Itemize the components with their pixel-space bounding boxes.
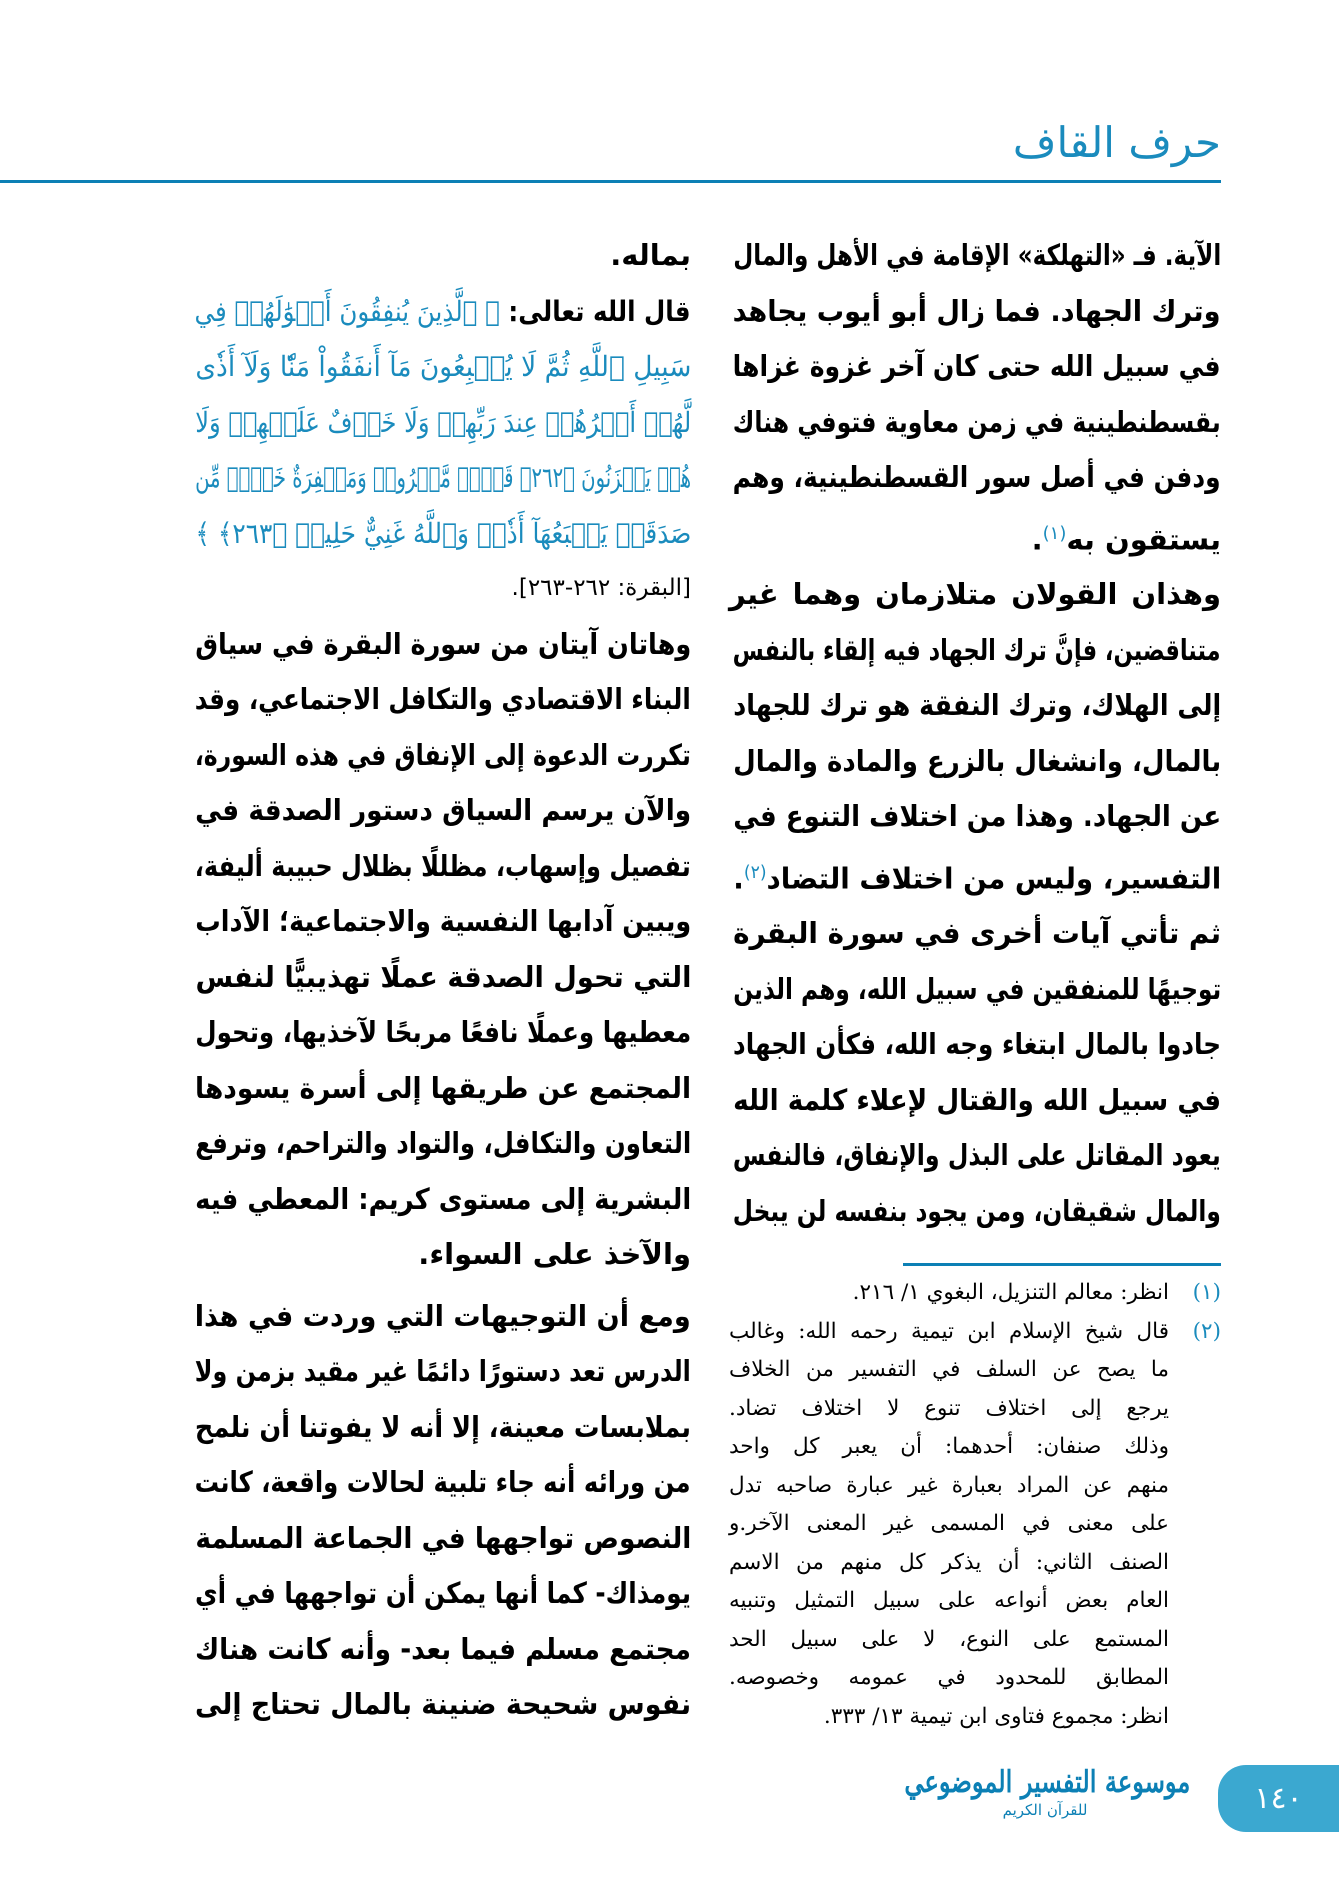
verse-text: ﴿ ٱلَّذِينَ يُنفِقُونَ أَمۡوَٰلَهُمۡ فِي (194, 294, 501, 328)
line-text: يعود المقاتل على البذل والإنفاق، فالنفس (733, 1138, 1221, 1172)
footnote-ref[interactable]: (١) (1042, 522, 1067, 544)
verse-line: هُمۡ يَحۡزَنُونَ ﴿٢٦٢﴾ قَوۡلٞ مَّعۡرُوفٞ وَمَغۡفِرَةٌ خَيۡرٞ مِّن (194, 461, 691, 494)
verse-line: سَبِيلِ ٱللَّهِ ثُمَّ لَا يُتۡبِعُونَ مَآ أَنفَقُواْ مَنّٗا وَلَآ أَذٗى (194, 350, 691, 383)
line-text: متناقضين، فإنَّ ترك الجهاد فيه إلقاء بالنفس (733, 632, 1221, 667)
paragraph-line (733, 228, 1221, 284)
line-text: وهذان القولان متلازمان وهما غير (729, 577, 1221, 611)
line-text: البناء الاقتصادي والتكافل الاجتماعي، وقد (194, 682, 691, 716)
footnote-number: (٢) (1192, 1318, 1221, 1344)
paragraph-line (729, 506, 1221, 562)
paragraph-line (195, 894, 691, 950)
line-text: المجتمع عن طريقها إلى أسرة يسودها (194, 1070, 691, 1105)
paragraph-line (195, 1289, 691, 1345)
paragraph-line (733, 678, 1221, 734)
verse-line: لَّهُمۡ أَجۡرُهُمۡ عِندَ رَبِّهِمۡ وَلَا خَوۡفٌ عَلَيۡهِمۡ وَلَا (195, 405, 691, 439)
paragraph-line (195, 839, 691, 895)
paragraph-line (733, 845, 1221, 901)
line-text: بالمال، وانشغال بالزرع والمادة والمال (733, 743, 1221, 778)
footnote-line: على معنى في المسمى غير المعنى الآخر.و (729, 1511, 1169, 1536)
footnote (729, 1274, 1221, 1313)
line-text: بقسطنطينية في زمن معاوية فتوفي هناك (733, 404, 1221, 439)
line-text: نفوس شحيحة ضنينة بالمال تحتاج إلى (194, 1687, 691, 1721)
line-text: تفصيل وإسهاب، مظللًا بظلال حبيبة أليفة، (194, 848, 691, 883)
page-number-badge: ١٤٠ (1218, 1765, 1339, 1832)
footnote-line: منهم عن المراد بعبارة غير عبارة صاحبه تدل (729, 1472, 1169, 1498)
paragraph-line (195, 783, 691, 839)
paragraph-line (191, 1227, 691, 1283)
footnote-line: المطابق للمحدود في عمومه وخصوصه. (729, 1665, 1169, 1690)
line-text: التي تحول الصدقة عملًا تهذيبيًّا لنفس (194, 959, 691, 994)
line-text: البشرية إلى مستوى كريم: المعطي فيه (194, 1181, 691, 1216)
line-text: والآخذ على السواء. (418, 1237, 691, 1271)
line-text: عن الجهاد. وهذا من اختلاف التنوع في (732, 799, 1221, 833)
paragraph-line (733, 789, 1221, 845)
line-text: إلى الهلاك، وترك النفقة هو ترك للجهاد (733, 688, 1221, 722)
line-text: تكررت الدعوة إلى الإنفاق في هذه السورة، (194, 737, 691, 772)
paragraph-line (195, 672, 691, 728)
paragraph-line (195, 1005, 691, 1061)
paragraph-line (733, 339, 1221, 395)
paragraph-line (195, 1116, 691, 1172)
line-text: يستقون به (1066, 522, 1221, 557)
line-text: النصوص تواجهها في الجماعة المسلمة (194, 1520, 691, 1555)
footnote-divider (903, 1263, 1221, 1266)
line-text: ومع أن التوجيهات التي وردت في هذا (194, 1298, 691, 1333)
footnotes (729, 1274, 1221, 1736)
verse-label: قال الله تعالى: (500, 294, 691, 328)
paragraph-line (733, 623, 1221, 679)
chapter-title: حرف القاف (1012, 118, 1221, 167)
line-text: الآية. فـ «التهلكة» الإقامة في الأهل والمال (732, 238, 1221, 272)
line-text: جادوا بالمال ابتغاء وجه الله، فكأن الجهاد (732, 1027, 1221, 1061)
footnote-ref[interactable]: (٢) (743, 861, 767, 883)
line-text: يومذاك- كما أنها يمكن أن تواجهها في أي (194, 1576, 691, 1610)
line-end: . (1031, 522, 1043, 557)
paragraph-line (733, 1073, 1221, 1129)
footnote-line: انظر: مجموع فتاوى ابن تيمية ١٣/ ٣٣٣. (823, 1703, 1169, 1729)
paragraph-line (195, 1172, 691, 1228)
paragraph-line (195, 950, 691, 1006)
paragraph-line (733, 962, 1221, 1018)
line-text: والمال شقيقان، ومن يجود بنفسه لن يبخل (732, 1193, 1221, 1228)
paragraph-line (195, 1622, 691, 1678)
footnote-line: يرجع إلى اختلاف تنوع لا اختلاف تضاد. (729, 1395, 1169, 1421)
footnote-line: ما يصح عن السلف في التفسير من الخلاف (729, 1357, 1169, 1382)
right-column (729, 228, 1221, 1239)
paragraph-line (195, 617, 691, 673)
paragraph-line (195, 1344, 691, 1400)
paragraph-line (733, 906, 1221, 962)
line-text: من ورائه أنه جاء تلبية لحالات واقعة، كانت (195, 1465, 691, 1499)
line-text: التفسير، وليس من اختلاف التضاد (766, 861, 1221, 896)
line-text: ودفن في أصل سور القسطنطينية، وهم (732, 460, 1221, 494)
paragraph-line (195, 728, 691, 784)
footnote-line: انظر: معالم التنزيل، البغوي ١/ ٢١٦. (852, 1280, 1169, 1305)
paragraph-line (733, 395, 1221, 451)
paragraph-line (733, 284, 1221, 340)
line-text: وترك الجهاد. فما زال أبو أيوب يجاهد (732, 293, 1221, 328)
footnote-line: وذلك صنفان: أحدهما: أن يعبر كل واحد (729, 1434, 1169, 1459)
paragraph-line: بماله. (610, 238, 691, 272)
footnote-line: العام بعض أنواعه على سبيل التمثيل وتنبيه (729, 1588, 1169, 1613)
line-text: معطيها وعملًا نافعًا مربحًا لآخذيها، وتحول (194, 1015, 691, 1049)
line-end: . (733, 861, 744, 896)
left-column (191, 228, 691, 1733)
paragraph-line (195, 1455, 691, 1511)
line-text: مجتمع مسلم فيما بعد- وأنه كانت هناك (195, 1631, 691, 1666)
logo-title: موسوعة التفسير الموضوعي (903, 1765, 1190, 1800)
line-text: التعاون والتكافل، والتواد والتراحم، وترفع (194, 1126, 691, 1160)
encyclopedia-logo (900, 1765, 1190, 1819)
footnote-number: (١) (1192, 1280, 1221, 1305)
paragraph-line (733, 1017, 1221, 1073)
footnote-line: الصنف الثاني: أن يذكر كل منهم من الاسم (729, 1549, 1169, 1575)
header-divider (0, 180, 1221, 183)
paragraph-line (733, 1184, 1221, 1240)
line-text: ثم تأتي آيات أخرى في سورة البقرة (733, 916, 1221, 950)
paragraph-line (195, 1400, 691, 1456)
line-text: توجيهًا للمنفقين في سبيل الله، وهم الذين (733, 971, 1221, 1006)
verse-line (195, 284, 691, 340)
paragraph-line (729, 567, 1221, 623)
paragraph-line (733, 1128, 1221, 1184)
paragraph-line (733, 734, 1221, 790)
paragraph-line (195, 1566, 691, 1622)
footnote-line: المستمع على النوع، لا على سبيل الحد (729, 1626, 1169, 1652)
verse-line: صَدَقَةٖ يَتۡبَعُهَآ أَذٗىۗ وَٱللَّهُ غَنِيٌّ حَلِيمٞ ﴿٢٦٣﴾ ﴾ (195, 516, 691, 550)
line-text: بملابسات معينة، إلا أنه لا يفوتنا أن نلمح (194, 1409, 691, 1444)
paragraph-line (195, 1677, 691, 1733)
paragraph-line (195, 1061, 691, 1117)
footnote-line: قال شيخ الإسلام ابن تيمية رحمه الله: وغالب (729, 1318, 1169, 1344)
logo-subtitle: للقرآن الكريم (1002, 1801, 1088, 1819)
paragraph-line (195, 1511, 691, 1567)
line-text: والآن يرسم السياق دستور الصدقة في (195, 793, 691, 827)
verse-citation: [البقرة: ٢٦٢-٢٦٣]. (511, 575, 691, 601)
line-text: ويبين آدابها النفسية والاجتماعية؛ الآداب (195, 904, 691, 938)
footnote (729, 1313, 1221, 1737)
line-text: في سبيل الله والقتال لإعلاء كلمة الله (733, 1082, 1221, 1117)
paragraph-line (733, 450, 1221, 506)
line-text: الدرس تعد دستورًا دائمًا غير مقيد بزمن ولا (195, 1354, 691, 1388)
line-text: وهاتان آيتان من سورة البقرة في سياق (194, 626, 691, 661)
line-text: في سبيل الله حتى كان آخر غزوة غزاها (733, 349, 1221, 383)
